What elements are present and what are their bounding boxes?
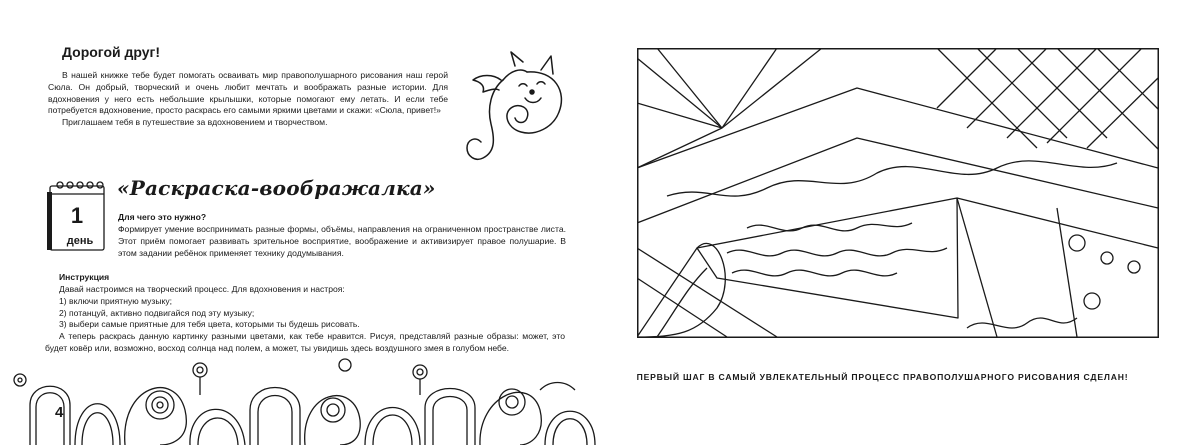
instruction-step: 1) включи приятную музыку; xyxy=(59,295,173,306)
instruction-step: 2) потанцуй, активно подвигайся под эту музыку; xyxy=(59,307,255,318)
instruction-steps xyxy=(45,296,565,331)
why-body: Формирует умение воспринимать разные формы, объёмы, направления на ограниченном пространстве листа. Этот приём помогает развивать зрительное восприятие, воображение и активизирует правое полушарие. В этом задании ребёнок применяет технику додумывания. xyxy=(118,224,566,258)
section-title: «Раскраска-воображалка» xyxy=(117,176,436,200)
page-caption: ПЕРВЫЙ ШАГ В САМЫЙ УВЛЕКАТЕЛЬНЫЙ ПРОЦЕСС ПРАВОПОЛУШАРНОГО РИСОВАНИЯ СДЕЛАН! xyxy=(636,372,1129,382)
instruction-intro: Давай настроимся на творческий процесс. Для вдохновения и настроя: xyxy=(59,284,345,294)
greeting-body xyxy=(48,70,448,129)
coloring-picture xyxy=(637,48,1159,338)
greeting-paragraph: Приглашаем тебя в путешествие за вдохновением и творчеством. xyxy=(62,117,328,128)
instruction-outro: А теперь раскрась данную картинку разными цветами, как тебе нравится. Рисуя, представляй разные образы: может, это будет ковёр или, возможно, восход солнца над полем, а может, ты увидишь здесь воздушного змея в голубом небе. xyxy=(45,331,565,353)
calendar-day-word: день xyxy=(66,235,94,247)
calendar-day-number: 1 xyxy=(70,203,84,228)
right-page xyxy=(600,0,1200,445)
greeting-title: Дорогой друг! xyxy=(62,44,161,60)
mascot-sula-icon xyxy=(455,40,575,170)
instruction-body xyxy=(45,284,565,355)
greeting-paragraph: В нашей книжке тебе будет помогать осваивать мир правополушарного рисования наш герой Сюла. Он добрый, творческий и очень любит мечтать и воображать разные истории. Для вдохновения у него есть небольшие крылышки, которые помогают ему летать. И если тебе потребуется вдохновение, просто раскрась его самыми яркими цветами и скажи: «Сюла, привет!» xyxy=(48,70,448,116)
instruction-step: 3) выбери самые приятные для тебя цвета, которыми ты будешь рисовать. xyxy=(59,319,360,330)
instruction-title: Инструкция xyxy=(59,272,110,282)
why-title: Для чего это нужно? xyxy=(118,212,207,222)
page-number: 4 xyxy=(55,404,64,421)
doodle-border-icon xyxy=(0,350,600,445)
